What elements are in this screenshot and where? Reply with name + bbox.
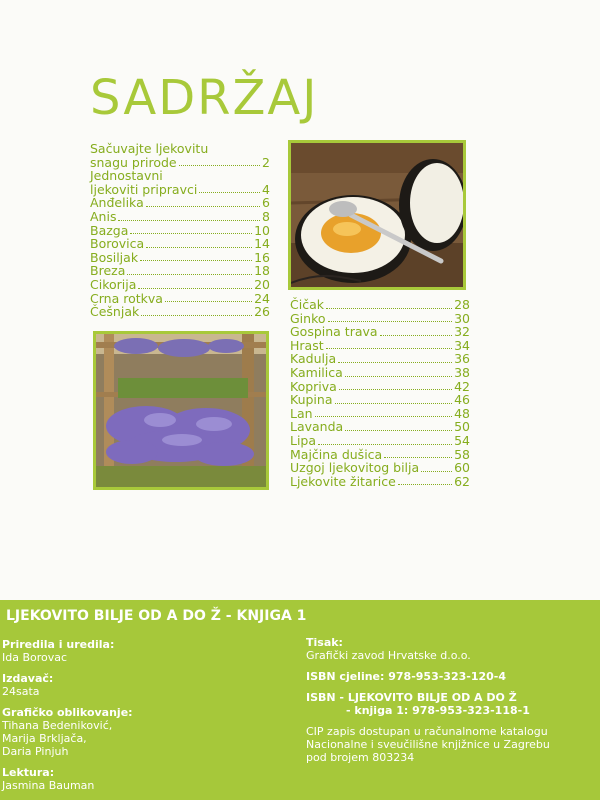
imprint-footer [0,600,600,800]
toc-item-label: Uzgoj ljekovitog bilja [290,460,420,476]
toc-item [90,169,270,196]
toc-item [290,475,470,489]
toc-leader-dots [345,376,452,377]
toc-leader-dots [338,362,452,363]
toc-item-page: 8 [262,208,270,224]
black-radish-illustration [291,143,463,287]
toc-item-label: Anis [90,208,117,224]
toc-item [90,292,270,306]
toc-leader-dots [141,315,252,316]
isbn-book-line2: - knjiga 1: 978-953-323-118-1 [346,704,530,717]
toc-item-page: 10 [254,222,270,238]
toc-item-page: 24 [254,290,270,306]
toc-item-label: Čičak [290,297,324,312]
toc-item-page: 14 [254,236,270,252]
toc-item-label: snagu prirode [90,154,177,170]
toc-item-page: 36 [454,351,470,367]
design-label: Grafičko oblikovanje: [2,706,133,719]
toc-item [290,325,470,339]
lavender-photo [93,331,269,490]
toc-leader-dots [315,416,453,417]
designer-name: Marija Brkljača, [2,732,87,745]
toc-item-page: 42 [454,378,470,394]
toc-item-label: Ginko [290,310,326,326]
toc-item [290,366,470,380]
toc-leader-dots [398,484,452,485]
cip-line: pod brojem 803234 [306,751,415,764]
toc-leader-dots [345,430,452,431]
toc-item-page: 46 [454,392,470,408]
cip-line: CIP zapis dostupan u računalnome katalogu [306,725,548,738]
toc-item-page: 4 [262,181,270,197]
toc-item-page: 28 [454,297,470,312]
lavender-illustration [96,334,266,487]
page-title: SADRŽAJ [90,70,319,126]
toc-item [90,142,270,169]
proofreader-name: Jasmina Bauman [2,779,95,792]
editor-name: Ida Borovac [2,651,68,664]
toc-item-label: Breza [90,263,126,279]
editor-label: Priredila i uredila: [2,638,115,651]
toc-item-page: 6 [262,195,270,211]
toc-item-page: 2 [262,154,270,170]
toc-leader-dots [140,260,252,261]
book-title: LJEKOVITO BILJE OD A DO Ž - KNJIGA 1 [6,608,307,624]
print-label: Tisak: [306,636,343,649]
printer-name: Grafički zavod Hrvatske d.o.o. [306,649,471,662]
toc-item [290,298,470,312]
toc-item-label: Kupina [290,392,333,408]
cip-line: Nacionalne i sveučilišne knjižnice u Zagrebu [306,738,550,751]
toc-item [90,278,270,292]
toc-item-label: Lavanda [290,419,344,435]
toc-item-label: Crna rotkva [90,290,163,306]
toc-item-label: Bosiljak [90,249,139,265]
toc-item [90,237,270,251]
publisher-label: Izdavač: [2,672,54,685]
toc-leader-dots [318,444,452,445]
toc-item-page: 38 [454,364,470,380]
toc-item [90,264,270,278]
toc-item-page: 62 [454,473,470,489]
toc-item [290,461,470,475]
toc-item-label-line1: Jednostavni [90,168,163,184]
toc-item-label: Anđelika [90,195,144,211]
toc-right-column [290,298,470,488]
toc-item [290,352,470,366]
toc-item-label: ljekoviti pripravci [90,181,198,197]
toc-item [290,312,470,326]
toc-item-page: 32 [454,324,470,340]
toc-leader-dots [384,457,452,458]
toc-item-label: Hrast [290,337,324,353]
toc-leader-dots [326,348,452,349]
toc-item [90,210,270,224]
toc-leader-dots [146,206,260,207]
imprint-left-column [2,638,282,792]
imprint-right-column [306,636,596,764]
isbn-book-line1: ISBN - LJEKOVITO BILJE OD A DO Ž [306,691,517,704]
toc-item [290,339,470,353]
designer-name: Daria Pinjuh [2,745,69,758]
toc-item-page: 54 [454,432,470,448]
toc-leader-dots [127,274,252,275]
toc-item [290,420,470,434]
toc-item-page: 16 [254,249,270,265]
toc-leader-dots [146,247,252,248]
toc-leader-dots [326,308,452,309]
toc-item-label: Lipa [290,432,317,448]
toc-leader-dots [199,192,260,193]
proofreading-label: Lektura: [2,766,55,779]
toc-leader-dots [118,220,260,221]
black-radish-photo [288,140,466,290]
toc-item-label: Češnjak [90,304,140,320]
toc-item [90,224,270,238]
toc-item-label: Majčina dušica [290,446,383,462]
toc-item-label: Ljekovite žitarice [290,473,396,489]
toc-leader-dots [179,165,260,166]
toc-item-label: Kadulja [290,351,337,367]
toc-leader-dots [165,301,252,302]
toc-item-page: 48 [454,405,470,421]
toc-item [290,393,470,407]
isbn-whole: ISBN cjeline: 978-953-323-120-4 [306,670,507,683]
toc-item-page: 34 [454,337,470,353]
toc-leader-dots [130,233,252,234]
toc-item-label: Cikorija [90,276,137,292]
toc-item-label: Borovica [90,236,145,252]
toc-item-page: 58 [454,446,470,462]
toc-item-label: Bazga [90,222,129,238]
toc-item [290,380,470,394]
toc-item-page: 50 [454,419,470,435]
toc-item [290,407,470,421]
publisher-name: 24sata [2,685,40,698]
toc-item-page: 18 [254,263,270,279]
toc-leader-dots [421,471,452,472]
toc-item-label-line1: Sačuvajte ljekovitu [90,141,209,156]
toc-leader-dots [335,403,453,404]
toc-leader-dots [138,288,252,289]
toc-item [90,196,270,210]
toc-item-label: Lan [290,405,313,421]
toc-item-label: Kopriva [290,378,337,394]
toc-item [90,251,270,265]
toc-item-page: 30 [454,310,470,326]
toc-leader-dots [339,389,452,390]
toc-item-page: 20 [254,276,270,292]
toc-leader-dots [328,321,453,322]
toc-item-page: 60 [454,460,470,476]
toc-leader-dots [380,335,453,336]
toc-item [290,448,470,462]
designer-name: Tihana Bedeniković, [2,719,113,732]
toc-item-page: 26 [254,304,270,320]
toc-item [90,305,270,319]
toc-item [290,434,470,448]
toc-left-column [90,142,270,319]
toc-item-label: Kamilica [290,364,343,380]
toc-item-label: Gospina trava [290,324,378,340]
